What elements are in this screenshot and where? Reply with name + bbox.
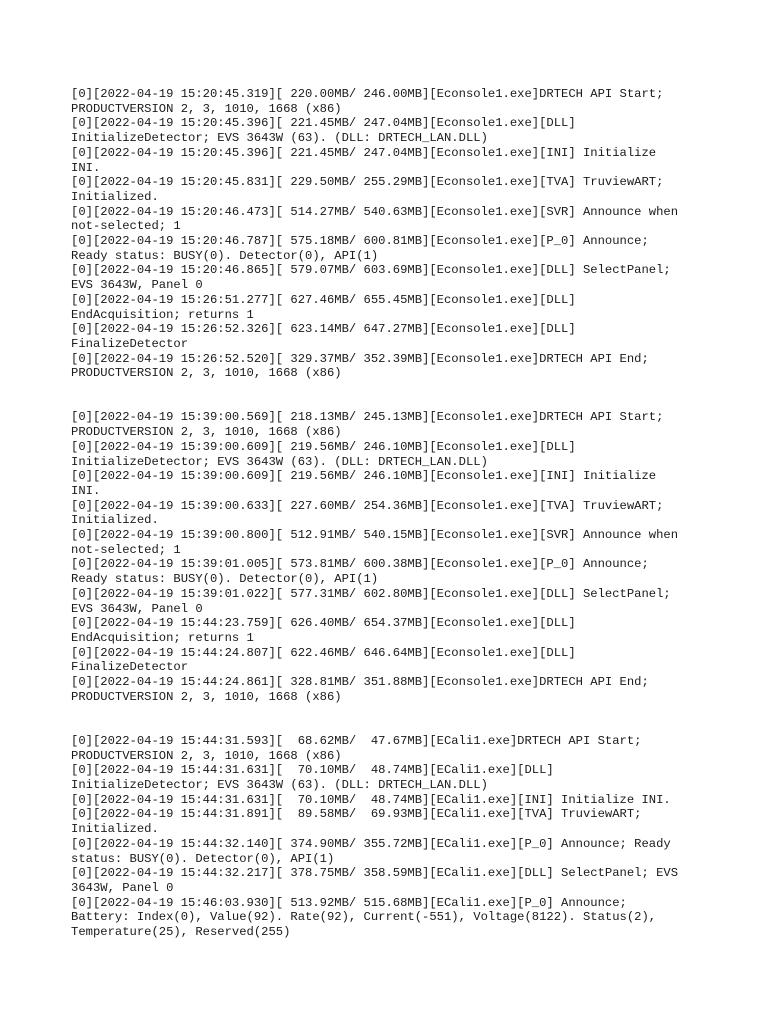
log-entry: [0][2022-04-19 15:20:45.319][ 220.00MB/ 246.00MB][Econsole1.exe]DRTECH API Start; PRODUCTVERSION 2, 3, 1010, 1668 (x86) (71, 87, 664, 116)
log-entry: [0][2022-04-19 15:44:31.631][ 70.10MB/ 48.74MB][ECali1.exe][INI] Initialize INI. (71, 792, 671, 807)
log-entry: [0][2022-04-19 15:44:32.140][ 374.90MB/ 355.72MB][ECali1.exe][P_0] Announce; Ready status: BUSY(0). Detector(0), API(1) (71, 836, 671, 866)
log-entry: [0][2022-04-19 15:44:31.631][ 70.10MB/ 48.74MB][ECali1.exe][DLL] InitializeDetector; EVS 3643W (63). (DLL: DRTECH_LAN.DLL) (71, 763, 554, 793)
log-entry: [0][2022-04-19 15:39:01.005][ 573.81MB/ 600.38MB][Econsole1.exe][P_0] Announce; Ready status: BUSY(0). Detector(0), API(1) (71, 557, 649, 587)
log-entry: [0][2022-04-19 15:26:52.326][ 623.14MB/ 647.27MB][Econsole1.exe][DLL] FinalizeDetector (71, 322, 576, 351)
log-entry: [0][2022-04-19 15:26:51.277][ 627.46MB/ 655.45MB][Econsole1.exe][DLL] EndAcquisition; returns 1 (71, 292, 576, 322)
log-document (71, 87, 711, 940)
log-entry: [0][2022-04-19 15:20:46.787][ 575.18MB/ 600.81MB][Econsole1.exe][P_0] Announce; Ready status: BUSY(0). Detector(0), API(1) (71, 234, 649, 263)
log-session-1 (71, 87, 711, 381)
log-entry: [0][2022-04-19 15:20:45.396][ 221.45MB/ 247.04MB][Econsole1.exe][DLL] InitializeDetector; EVS 3643W (63). (DLL: DRTECH_LAN.DLL) (71, 116, 576, 146)
log-entry: [0][2022-04-19 15:39:00.609][ 219.56MB/ 246.10MB][Econsole1.exe][DLL] InitializeDetector; EVS 3643W (63). (DLL: DRTECH_LAN.DLL) (71, 439, 576, 469)
log-entry: [0][2022-04-19 15:20:45.831][ 229.50MB/ 255.29MB][Econsole1.exe][TVA] TruviewART; Initialized. (71, 175, 664, 204)
log-entry: [0][2022-04-19 15:39:01.022][ 577.31MB/ 602.80MB][Econsole1.exe][DLL] SelectPanel; EVS 3643W, Panel 0 (71, 586, 671, 616)
log-entry: [0][2022-04-19 15:44:32.217][ 378.75MB/ 358.59MB][ECali1.exe][DLL] SelectPanel; EVS 3643W, Panel 0 (71, 866, 679, 895)
log-entry: [0][2022-04-19 15:26:52.520][ 329.37MB/ 352.39MB][Econsole1.exe]DRTECH API End; PRODUCTVERSION 2, 3, 1010, 1668 (x86) (71, 351, 649, 381)
log-entry: [0][2022-04-19 15:46:03.930][ 513.92MB/ 515.68MB][ECali1.exe][P_0] Announce; Battery: Index(0), Value(92). Rate(92), Current(-551), Voltage(8122). Status(2), Temperature(25), Reserved(255) (71, 895, 657, 940)
log-entry: [0][2022-04-19 15:44:23.759][ 626.40MB/ 654.37MB][Econsole1.exe][DLL] EndAcquisition; returns 1 (71, 616, 576, 645)
log-session-2 (71, 410, 711, 704)
log-entry: [0][2022-04-19 15:20:46.865][ 579.07MB/ 603.69MB][Econsole1.exe][DLL] SelectPanel; EVS 3643W, Panel 0 (71, 263, 671, 293)
log-entry: [0][2022-04-19 15:20:46.473][ 514.27MB/ 540.63MB][Econsole1.exe][SVR] Announce when not-selected; 1 (71, 204, 679, 234)
log-entry: [0][2022-04-19 15:44:31.593][ 68.62MB/ 47.67MB][ECali1.exe]DRTECH API Start; PRODUCTVERSION 2, 3, 1010, 1668 (x86) (71, 733, 642, 763)
log-entry: [0][2022-04-19 15:20:45.396][ 221.45MB/ 247.04MB][Econsole1.exe][INI] Initialize INI. (71, 145, 657, 175)
log-entry: [0][2022-04-19 15:44:31.891][ 89.58MB/ 69.93MB][ECali1.exe][TVA] TruviewART; Initialized. (71, 807, 642, 837)
log-entry: [0][2022-04-19 15:39:00.569][ 218.13MB/ 245.13MB][Econsole1.exe]DRTECH API Start; PRODUCTVERSION 2, 3, 1010, 1668 (x86) (71, 410, 664, 440)
log-entry: [0][2022-04-19 15:39:00.800][ 512.91MB/ 540.15MB][Econsole1.exe][SVR] Announce when not-selected; 1 (71, 528, 679, 557)
log-session-3 (71, 734, 711, 940)
log-entry: [0][2022-04-19 15:44:24.861][ 328.81MB/ 351.88MB][Econsole1.exe]DRTECH API End; PRODUCTVERSION 2, 3, 1010, 1668 (x86) (71, 675, 649, 704)
log-entry: [0][2022-04-19 15:39:00.609][ 219.56MB/ 246.10MB][Econsole1.exe][INI] Initialize INI. (71, 469, 657, 498)
log-entry: [0][2022-04-19 15:39:00.633][ 227.60MB/ 254.36MB][Econsole1.exe][TVA] TruviewART; Initialized. (71, 498, 664, 528)
log-entry: [0][2022-04-19 15:44:24.807][ 622.46MB/ 646.64MB][Econsole1.exe][DLL] FinalizeDetector (71, 645, 576, 675)
